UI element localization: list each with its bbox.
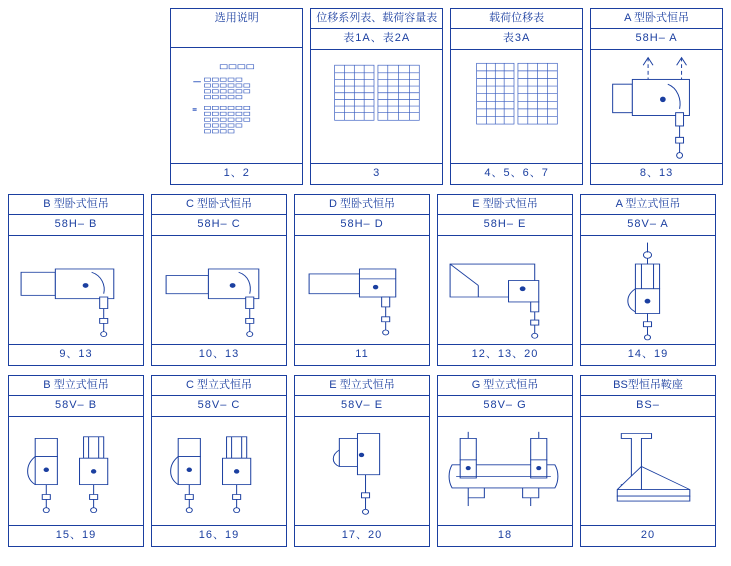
card-subheader: 58H– B <box>9 215 143 236</box>
card-header: G 型立式恒吊 <box>438 376 572 396</box>
card-header: B 型卧式恒吊 <box>9 195 143 215</box>
card-subheader: 58V– C <box>152 396 286 417</box>
card-header: 选用说明 <box>171 9 302 48</box>
card-subheader: 58V– E <box>295 396 429 417</box>
card-illustration-horiz-c <box>152 236 286 344</box>
card-type-g-vertical[interactable] <box>437 375 573 547</box>
card-footer-pages: 8、13 <box>591 163 722 184</box>
card-bs-saddle[interactable] <box>580 375 716 547</box>
card-selection-guide[interactable] <box>170 8 303 185</box>
card-footer-pages: 20 <box>581 525 715 546</box>
card-illustration-horiz-e <box>438 236 572 344</box>
card-illustration-tables-2 <box>311 50 442 163</box>
art-horizontal-hanger-e <box>438 236 572 344</box>
card-illustration-horiz-b <box>9 236 143 344</box>
card-type-b-horizontal[interactable] <box>8 194 144 366</box>
card-subheader: 表1A、表2A <box>311 29 442 50</box>
art-bs-saddle <box>581 417 715 525</box>
card-header: A 型立式恒吊 <box>581 195 715 215</box>
card-footer-pages: 15、19 <box>9 525 143 546</box>
card-illustration-saddle <box>581 417 715 525</box>
card-footer-pages: 17、20 <box>295 525 429 546</box>
card-footer-pages: 11 <box>295 344 429 365</box>
card-header: BS型恒吊鞍座 <box>581 376 715 396</box>
card-illustration-vert-a <box>581 236 715 344</box>
svg-text:—: — <box>193 78 201 85</box>
card-footer-pages: 16、19 <box>152 525 286 546</box>
art-vertical-hanger-g <box>438 417 572 525</box>
card-footer-pages: 10、13 <box>152 344 286 365</box>
card-subheader: 表3A <box>451 29 582 50</box>
card-illustration-tables-1 <box>451 50 582 163</box>
art-tables-2 <box>311 50 442 163</box>
card-row-1 <box>0 0 731 185</box>
card-footer-pages: 12、13、20 <box>438 344 572 365</box>
card-header: A 型卧式恒吊 <box>591 9 722 29</box>
card-header: D 型卧式恒吊 <box>295 195 429 215</box>
art-tables-1 <box>451 50 582 163</box>
card-illustration-text-block <box>171 48 302 163</box>
art-vertical-hanger-a <box>581 236 715 344</box>
card-illustration-vert-e <box>295 417 429 525</box>
art-horizontal-hanger-b <box>9 236 143 344</box>
card-footer-pages: 9、13 <box>9 344 143 365</box>
card-header: 载荷位移表 <box>451 9 582 29</box>
card-subheader: 58H– D <box>295 215 429 236</box>
card-subheader: 58H– E <box>438 215 572 236</box>
svg-text:=: = <box>193 106 198 114</box>
card-header: C 型立式恒吊 <box>152 376 286 396</box>
card-illustration-horiz-a <box>591 50 722 163</box>
row1-left-spacer <box>8 8 163 185</box>
card-subheader: 58V– B <box>9 396 143 417</box>
card-displacement-series-table[interactable] <box>310 8 443 185</box>
card-illustration-vert-c <box>152 417 286 525</box>
art-horizontal-hanger-c <box>152 236 286 344</box>
card-subheader: 58V– A <box>581 215 715 236</box>
card-header: E 型卧式恒吊 <box>438 195 572 215</box>
card-type-a-vertical[interactable] <box>580 194 716 366</box>
art-horizontal-hanger-d <box>295 236 429 344</box>
card-load-displacement-table[interactable] <box>450 8 583 185</box>
art-text-block <box>171 48 302 163</box>
art-vertical-hanger-c <box>152 417 286 525</box>
card-type-e-vertical[interactable] <box>294 375 430 547</box>
card-type-e-horizontal[interactable] <box>437 194 573 366</box>
card-header: 位移系列表、载荷容量表 <box>311 9 442 29</box>
card-subheader: 58H– C <box>152 215 286 236</box>
card-header: E 型立式恒吊 <box>295 376 429 396</box>
card-row-2 <box>0 185 731 366</box>
card-type-a-horizontal[interactable] <box>590 8 723 185</box>
card-type-b-vertical[interactable] <box>8 375 144 547</box>
card-subheader: 58H– A <box>591 29 722 50</box>
card-header: C 型卧式恒吊 <box>152 195 286 215</box>
card-footer-pages: 3 <box>311 163 442 184</box>
card-illustration-vert-b <box>9 417 143 525</box>
card-subheader: 58V– G <box>438 396 572 417</box>
art-horizontal-hanger-a <box>591 50 722 163</box>
card-type-c-vertical[interactable] <box>151 375 287 547</box>
card-type-c-horizontal[interactable] <box>151 194 287 366</box>
card-row-3 <box>0 366 731 547</box>
art-vertical-hanger-b <box>9 417 143 525</box>
card-header: B 型立式恒吊 <box>9 376 143 396</box>
card-type-d-horizontal[interactable] <box>294 194 430 366</box>
card-footer-pages: 4、5、6、7 <box>451 163 582 184</box>
card-illustration-horiz-d <box>295 236 429 344</box>
art-vertical-hanger-e <box>295 417 429 525</box>
card-illustration-vert-g <box>438 417 572 525</box>
card-subheader: BS– <box>581 396 715 417</box>
card-footer-pages: 18 <box>438 525 572 546</box>
card-footer-pages: 1、2 <box>171 163 302 184</box>
card-footer-pages: 14、19 <box>581 344 715 365</box>
